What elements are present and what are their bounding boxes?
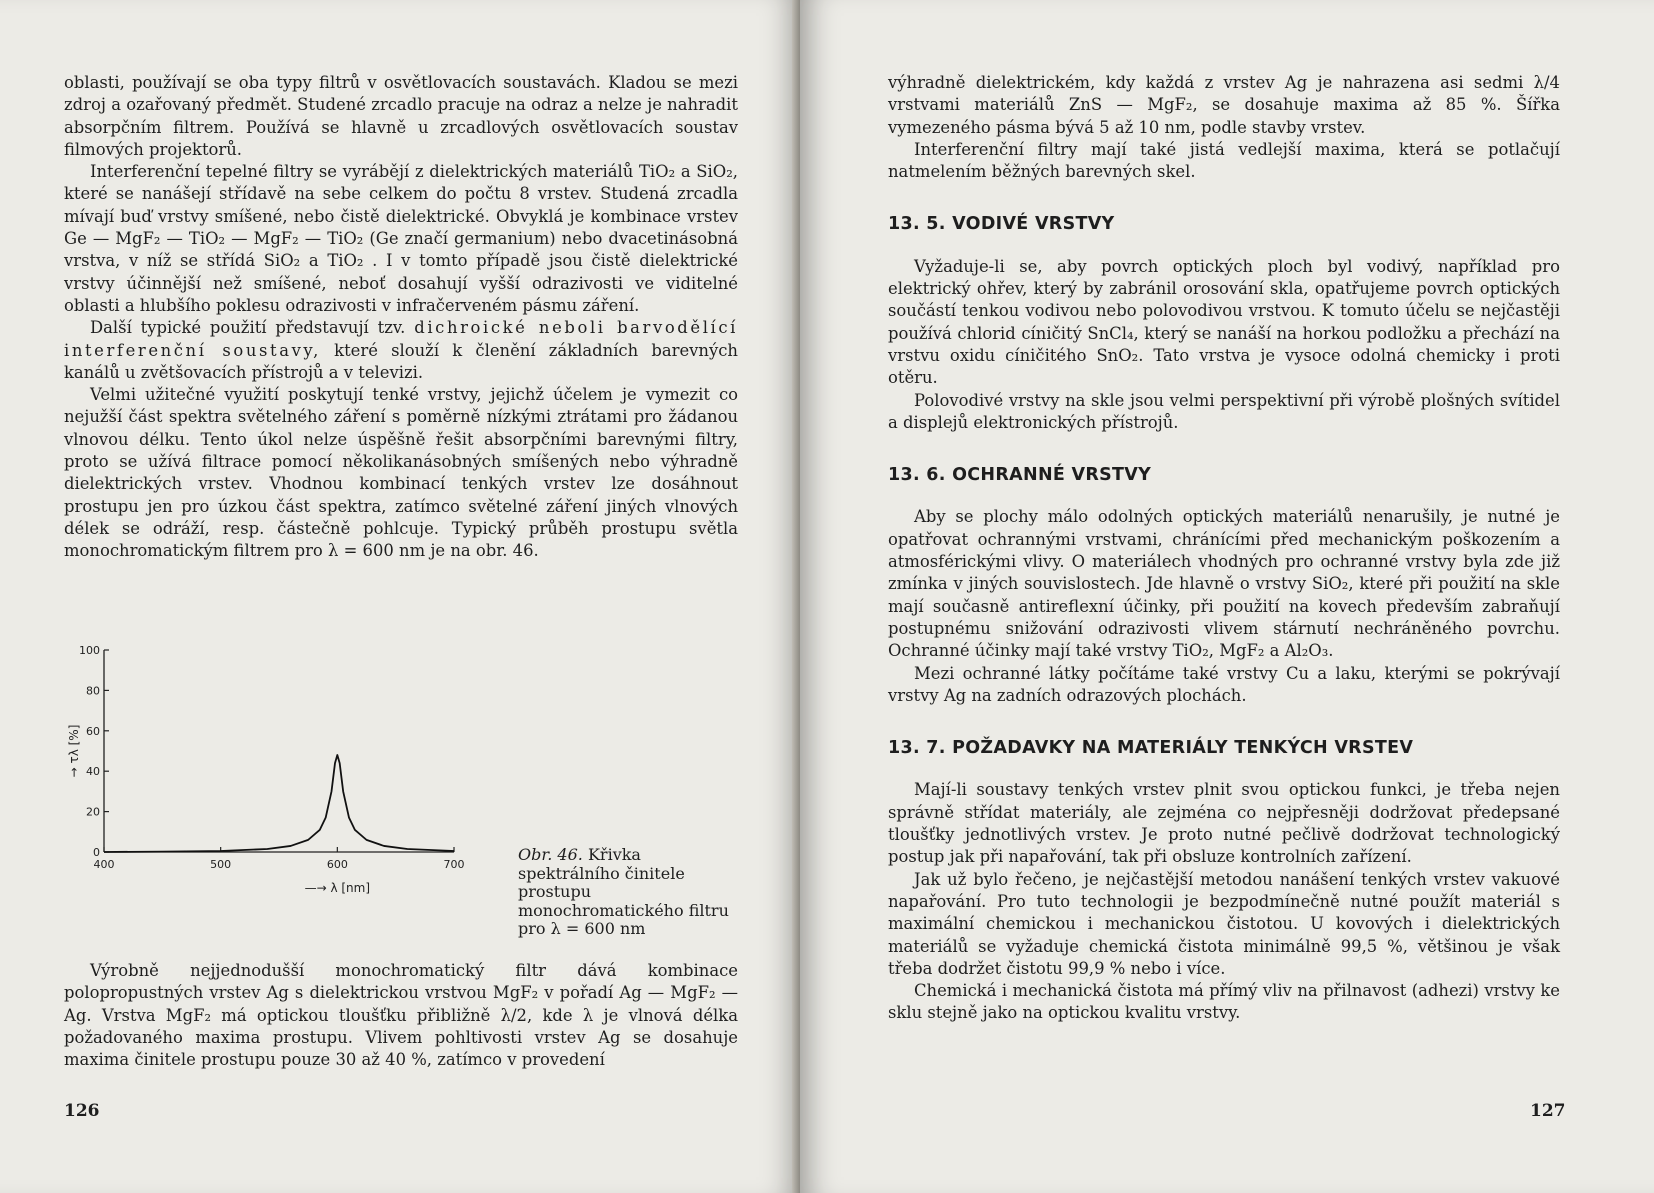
right-paragraph-3: Vyžaduje-li se, aby povrch optických ploch byl vodivý, například pro elektrický ohřev, který by zabránil orosování skla, opatřujeme povrch optických součástí tenkou vodivou nebo polovodivou vrstvou. K tomuto účelu se nejčastěji používá chlorid cíničitý SnCl₄, který se nanáší na horkou podložku a přechází na vrstvu oxidu cíničitého SnO₂. Tato vrstva je vysoce odolná chemicky i proti otěru. [888,256,1560,388]
figure-caption [518,846,738,939]
y-tick-label: 40 [86,765,100,779]
left-paragraph-1: oblasti, používají se oba typy filtrů v osvětlovacích soustavách. Kladou se mezi zdroj a ozařovaný předmět. Studené zrcadlo pracuje na odraz a nelze je nahradit absorpčním filtrem. Používá se hlavně u zrcadlových osvětlovacích soustav filmových projektorů. [64,73,738,159]
para3-post: které slouží k členění základních barevných kanálů u zvětšovacích přístrojů a v televizi. [64,340,738,382]
transmission-curve-series-1 [104,755,454,852]
caption-text: Křivka spektrálního činitele prostupu monochromatického filtru pro λ = 600 nm [518,845,729,939]
x-tick-label: 700 [443,858,465,871]
y-tick-label: 0 [93,846,100,859]
right-paragraph-9: Chemická i mechanická čistota má přímý vliv na přilnavost (adhezi) vrstvy ke sklu stejně jako na optickou kvalitu vrstvy. [888,981,1560,1023]
right-paragraph-5: Aby se plochy málo odolných optických materiálů nenarušily, je nutné je opatřovat ochrannými vrstvami, chránícími před mechanickým poškozením a atmosférickými vlivy. O materiálech vhodných pro ochranné vrstvy byla zde již zmínka v jiných souvislostech. Jde hlavně o vrstvy SiO₂, které při použití na skle mají současně antireflexní účinky, při použití na kovech především zabraňují postupnému snižování odrazivosti vlivem stárnutí nechráněného povrchu. Ochranné účinky mají také vrstvy TiO₂, MgF₂ a Al₂O₃. [888,507,1560,661]
para3-pre: Další typické použití představují tzv. [90,318,406,338]
right-text-column [888,72,1560,1025]
page-number-left: 126 [64,1101,100,1121]
x-tick-label: 500 [210,858,232,871]
right-paragraph-4: Polovodivé vrstvy na skle jsou velmi perspektivní při výrobě plošných svítidel a displejů elektronických přístrojů. [888,390,1560,432]
right-paragraph-6: Mezi ochranné látky počítáme také vrstvy Cu a laku, kterými se pokrývají vrstvy Ag na zadních odrazových plochách. [888,663,1560,705]
right-page [800,0,1654,1193]
caption-label: Obr. 46. [518,845,583,864]
right-paragraph-7: Mají-li soustavy tenkých vrstev plnit svou optickou funkci, je třeba nejen správně střídat materiály, ale zejména co nejpřesněji dodržovat předepsané tloušťky jednotlivých vrstev. Je proto nutné pečlivě dodržovat technologický postup jak při napařování, tak při obsluze kontrolních zařízení. [888,780,1560,867]
y-tick-label: 60 [86,724,100,738]
section-heading-13-5: 13. 5. VODIVÉ VRSTVY [888,214,1115,235]
left-text-column [64,72,738,563]
y-axis-label: → τλ [%] [67,724,81,778]
x-tick-label: 400 [93,858,115,871]
section-heading-13-6: 13. 6. OCHRANNÉ VRSTVY [888,465,1152,486]
left-paragraph-2: Interferenční tepelné filtry se vyrábějí z dielektrických materiálů TiO₂ a SiO₂, které se nanášejí střídavě na sebe celkem do počtu 8 vrstev. Studená zrcadla mívají buď vrstvy smíšené, nebo čistě dielektrické. Obvyklá je kombinace vrstev Ge — MgF₂ — TiO₂ — MgF₂ — TiO₂ (Ge značí germanium) nebo dvacetinásobná vrstva, v níž se střídá SiO₂ a TiO₂ . I v tomto případě jsou čistě dielektrické vrstvy účinnější než smíšené, neboť dosahují vyšší odrazivosti ve viditelné oblasti a hlubšího poklesu odrazivosti v infračerveném pásmu záření. [64,162,738,315]
right-paragraph-2: Interferenční filtry mají také jistá vedlejší maxima, která se potlačují natmelením běžných barevných skel. [888,139,1560,182]
transmission-chart [64,640,484,940]
figure-46 [64,640,744,940]
section-heading-13-7: 13. 7. POŽADAVKY NA MATERIÁLY TENKÝCH VRSTEV [888,738,1414,759]
x-tick-label: 600 [326,858,348,871]
left-paragraph-4: Velmi užitečné využití poskytují tenké vrstvy, jejichž účelem je vymezit co nejužší část spektra světelného záření s poměrně nízkými ztrátami pro žádanou vlnovou délku. Tento úkol nelze úspěšně řešit absorpčními barevnými filtry, proto se užívá filtrace pomocí několikanásobných smíšených nebo výhradně dielektrických vrstev. Vhodnou kombinací tenkých vrstev lze dosáhnout prostupu jen pro úzkou část spektra, zatímco světelné záření jiných vlnových délek se odráží, resp. částečně pohlcuje. Typický průběh prostupu světla monochromatickým filtrem pro λ = 600 nm je na obr. 46. [64,385,738,561]
right-paragraph-8: Jak už bylo řečeno, je nejčastější metodou nanášení tenkých vrstev vakuové napařování. Pro tuto technologii je bezpodmínečně nutné použít materiál s maximální chemickou i mechanickou čistotou. U kovových i dielektrických materiálů se vyžaduje chemická čistota minimálně 99,5 %, většinou je však třeba dodržet čistotu 99,9 % nebo i více. [888,869,1560,978]
left-paragraph-5: Výrobně nejjednodušší monochromatický filtr dává kombinace polopropustných vrstev Ag s dielektrickou vrstvou MgF₂ v pořadí Ag — MgF₂ — Ag. Vrstva MgF₂ má optickou tloušťku přibližně λ/2, kde λ je vlnová délka požadovaného maxima prostupu. Vlivem pohltivosti vrstev Ag se dosahuje maxima činitele prostupu pouze 30 až 40 %, zatímco v provedení [64,961,738,1070]
left-paragraph-5-block [64,960,738,1071]
y-tick-label: 100 [79,644,100,657]
para3-spaced-term: dichroické neboli barvodělící interferenční soustavy, [64,318,738,360]
page-number-right: 127 [1530,1101,1566,1121]
left-paragraph-3 [64,317,738,384]
right-paragraph-1: výhradně dielektrickém, kdy každá z vrstev Ag je nahrazena asi sedmi λ/4 vrstvami materiálů ZnS — MgF₂, se dosahuje maxima až 85 %. Šířka vymezeného pásma bývá 5 až 10 nm, podle stavby vrstev. [888,73,1560,137]
y-tick-label: 80 [86,684,100,698]
y-tick-label: 20 [86,805,100,819]
left-page [0,0,800,1193]
x-axis-label: —→ λ [nm] [304,881,371,895]
